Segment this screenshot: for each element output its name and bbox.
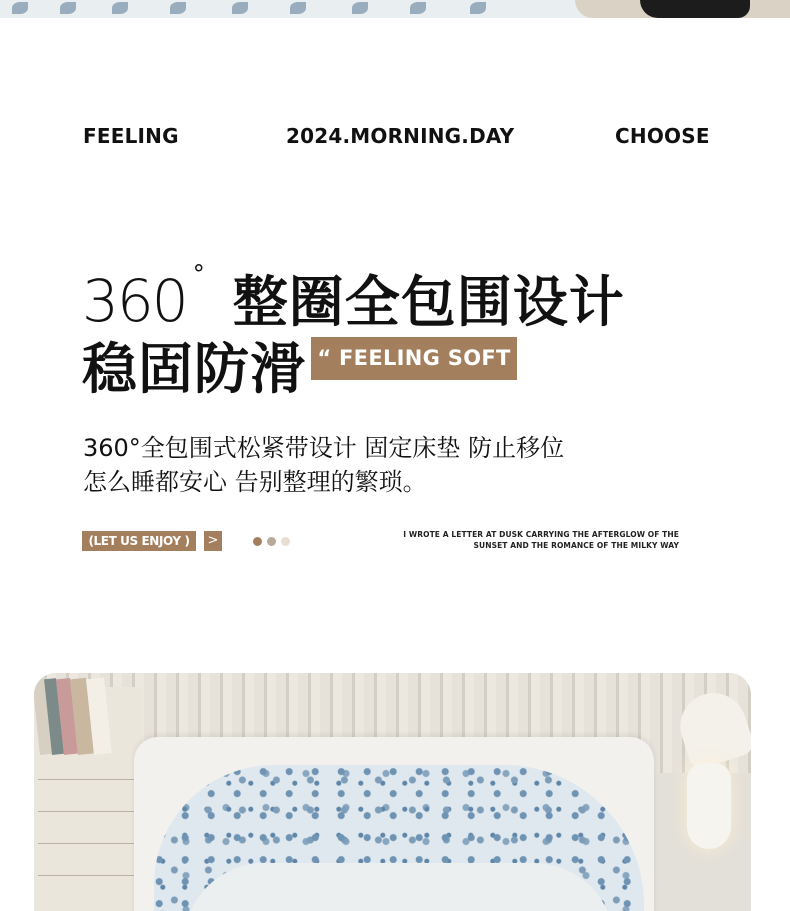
leaf-decoration (170, 2, 186, 14)
pager-dot-1 (253, 537, 262, 546)
header-left: FEELING (83, 124, 179, 148)
leaf-decoration (12, 2, 28, 14)
feeling-soft-tag: “ FEELING SOFT (311, 337, 517, 380)
table-lamp (659, 693, 751, 843)
sheet-elastic-edge (184, 863, 614, 911)
pager-dot-2 (267, 537, 276, 546)
header-right: CHOOSE (615, 124, 710, 148)
headline-text-1: 整圈全包围设计 (232, 270, 625, 334)
leaf-decoration (60, 2, 76, 14)
headline-text-2: 稳固防滑 (82, 337, 307, 401)
note-line-2: SUNSET AND THE ROMANCE OF THE MILKY WAY (473, 541, 679, 550)
headline-line-2 (82, 325, 306, 404)
next-arrow-button[interactable]: > (204, 531, 222, 551)
let-us-enjoy-button[interactable]: (LET US ENJOY ) (82, 531, 196, 551)
rug-decoration (640, 0, 750, 18)
description-line-1: 360°全包围式松紧带设计 固定床垫 防止移位 (83, 434, 565, 462)
lamp-shade (672, 685, 751, 772)
previous-photo-strip (0, 0, 790, 18)
degree-symbol: ° (192, 260, 205, 288)
note-line-1: I WROTE A LETTER AT DUSK CARRYING THE AFTERGLOW OF THE (403, 530, 679, 539)
leaf-decoration (410, 2, 426, 14)
leaf-decoration (112, 2, 128, 14)
description-line-2: 怎么睡都安心 告别整理的繁琐。 (83, 468, 427, 496)
leaf-decoration (232, 2, 248, 14)
bed-photo (34, 673, 751, 911)
lamp-base (687, 763, 731, 849)
headline-number: 360 (82, 267, 187, 335)
leaf-decoration (290, 2, 306, 14)
pager-dot-3 (281, 537, 290, 546)
leaf-decoration (470, 2, 486, 14)
header-center: 2024.MORNING.DAY (286, 124, 515, 148)
leaf-decoration (352, 2, 368, 14)
romantic-note (380, 529, 679, 551)
